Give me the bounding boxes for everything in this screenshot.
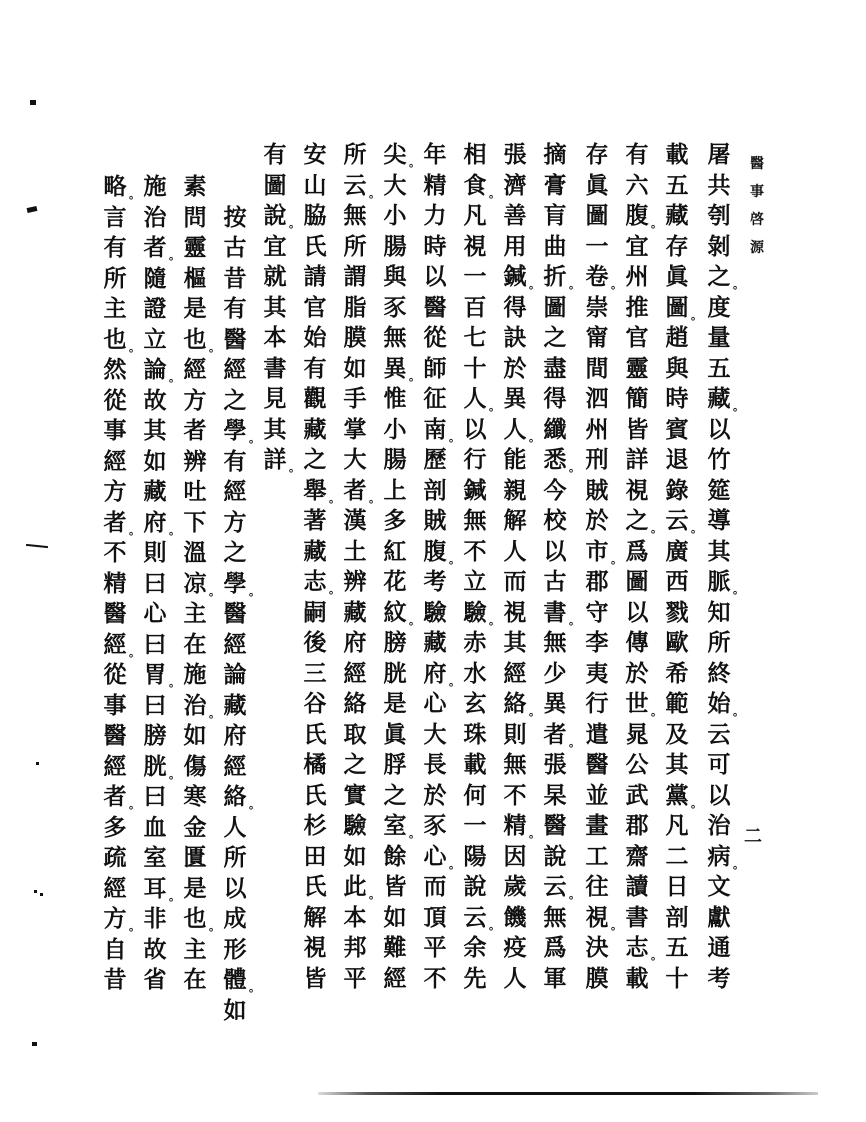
text-column: 有 圖 說 。 宜 就 其 本 書 見 其 詳 。 — [263, 141, 300, 474]
running-head: 醫 事 啓 源 — [750, 156, 764, 256]
text-column: 略 。 言 有 所 主 也 。 然 從 事 經 方 者 。 不 精 醫 經 。 從 事 醫 經 者 。 多 疏 經 方 。 自 昔 — [103, 173, 140, 993]
text-column: 載 五 藏 存 眞 圖 。 趙 與 時 賓 退 錄 云 。 廣 西 戮 歐 希 範 及 其 黨 。 凡 二 日 剖 五 十 — [665, 141, 702, 992]
text-column: 有 六 腹 。 宜 州 推 官 靈 簡 皆 詳 視 之 。 爲 圖 以 傳 於 世 。 晁 公 武 郡 齋 讀 書 志 。 載 — [625, 141, 662, 992]
text-column: 相 食 。 凡 視 一 百 七 十 人 。 以 行 鍼 無 不 立 驗 。 赤 水 玄 珠 載 何 一 陽 說 云 。 余 先 — [463, 141, 500, 992]
margin-mark-dash — [26, 544, 48, 548]
text-column: 所 云 。 無 所 謂 脂 膜 如 手 掌 大 者 。 漢 土 辨 藏 府 經 絡 取 之 實 驗 如 此 。 本 邦 平 — [343, 141, 380, 992]
text-column: 屠 共 刳 剝 之 。 度 量 五 藏 。 以 竹 筵 導 其 脈 。 知 所 終 始 。 云 可 以 治 病 。 文 獻 通 考 — [707, 141, 744, 992]
text-column: 年 精 力 時 以 醫 從 師 征 南 。 歷 剖 賊 腹 。 考 驗 藏 府 。 心 大 長 於 豕 心 。 而 頂 平 不 — [423, 141, 460, 992]
bottom-rule — [318, 1092, 818, 1095]
text-column: 尖 。 大 小 腸 與 豕 無 異 。 惟 小 腸 上 多 紅 花 紋 。 膀 胱 是 眞 脬 之 室 。 餘 皆 如 難 經 — [383, 141, 420, 992]
margin-mark-bottom — [32, 1042, 37, 1046]
text-column: 摘 膏 肓 曲 折 。 圖 之 盡 得 纖 悉 。 今 校 以 古 書 。 無 少 異 者 。 張 杲 醫 說 云 。 無 爲 軍 — [543, 141, 580, 992]
margin-mark-double-dot-2 — [40, 893, 43, 896]
margin-mark-bird — [27, 206, 38, 213]
margin-mark-dot — [36, 762, 39, 765]
text-column: 按 古 昔 有 醫 經 之 學 。 有 經 方 之 學 。 醫 經 論 藏 府 經 絡 。 人 所 以 成 形 體 。 如 — [223, 203, 260, 1024]
text-column: 施 治 者 。 隨 證 立 論 。 故 其 如 藏 府 。 則 曰 心 曰 胃 。 曰 膀 胱 。 曰 血 室 耳 。 非 故 省 — [143, 173, 180, 993]
margin-mark-bullet — [30, 100, 36, 105]
text-column: 張 濟 善 用 鍼 。 得 訣 於 異 人 。 能 親 解 人 而 視 其 經 絡 。 則 無 不 精 。 因 歲 饑 疫 人 — [503, 141, 540, 992]
text-column: 安 山 脇 氏 請 官 始 有 觀 藏 之 舉 。 著 藏 志 。 嗣 後 三 谷 氏 橘 氏 杉 田 氏 解 視 皆 — [303, 141, 340, 992]
margin-mark-double-dot — [34, 890, 37, 893]
page-number: 二 — [744, 826, 762, 847]
text-column: 素 問 靈 樞 是 也 。 經 方 者 辨 吐 下 溫 凉 。 主 在 施 治 。 如 傷 寒 金 匱 是 也 。 主 在 — [183, 173, 220, 993]
text-column: 存 眞 圖 一 卷 。 崇 甯 間 泗 州 刑 賊 於 市 。 郡 守 李 夷 行 遣 醫 並 畫 工 往 視 。 決 膜 — [585, 141, 622, 992]
